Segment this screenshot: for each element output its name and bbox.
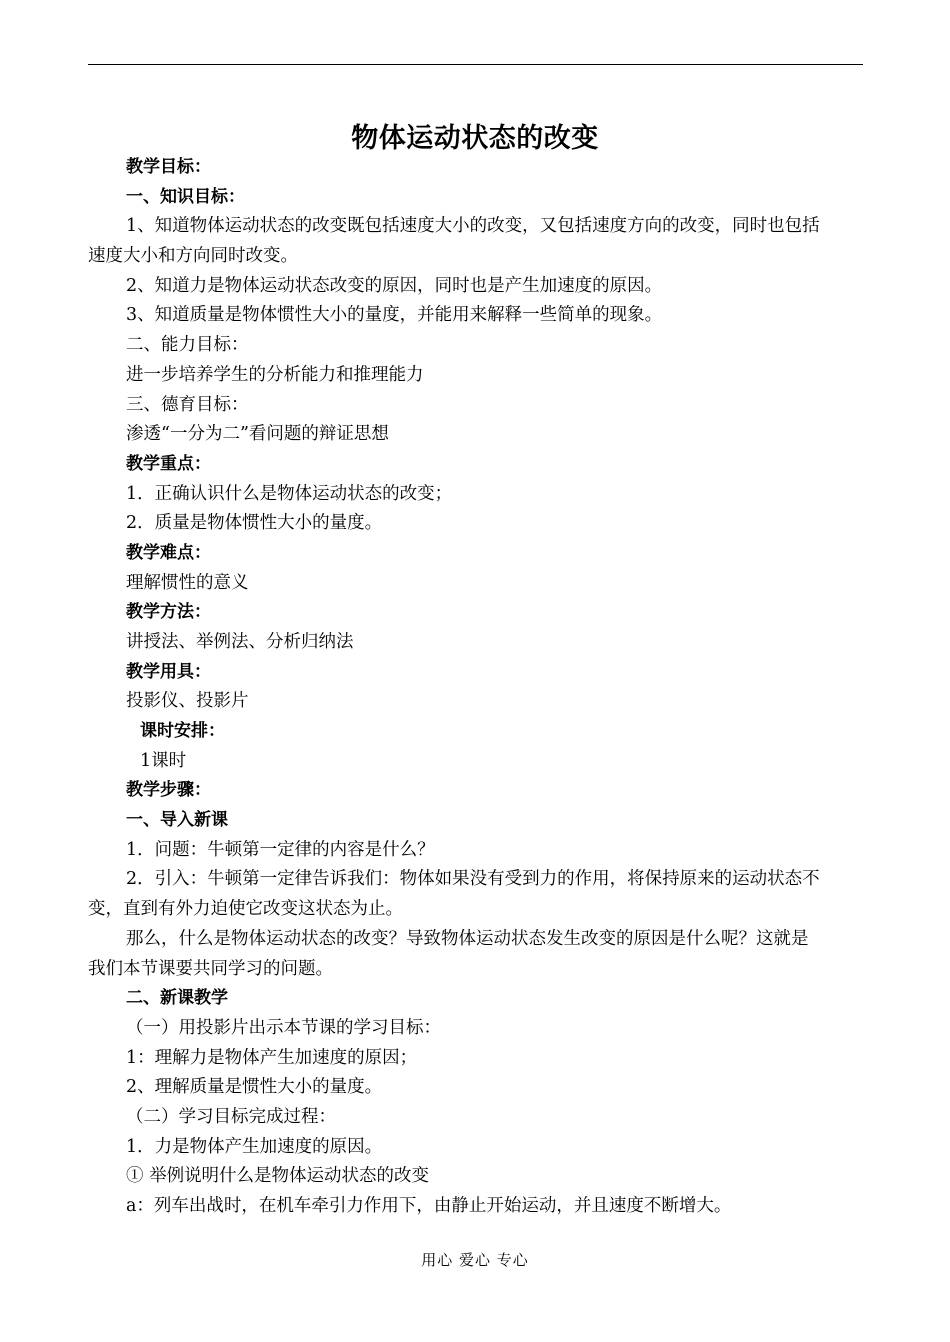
- section-heading: 教学重点：: [126, 454, 211, 474]
- body-line: a：列车出战时，在机车牵引力作用下，由静止开始运动，并且速度不断增大。: [126, 1196, 732, 1216]
- body-line: 2、理解质量是惯性大小的量度。: [126, 1077, 383, 1097]
- body-line: 渗透“一分为二”看问题的辩证思想: [126, 424, 389, 444]
- body-line: 2．质量是物体惯性大小的量度。: [126, 513, 383, 533]
- section-heading: 一、导入新课: [126, 810, 228, 830]
- body-line: 理解惯性的意义: [126, 573, 249, 593]
- body-line: 1．问题：牛顿第一定律的内容是什么？: [126, 840, 435, 860]
- body-line: 投影仪、投影片: [126, 691, 249, 711]
- body-line: 变，直到有外力迫使它改变这状态为止。: [88, 899, 403, 919]
- body-line: 我们本节课要共同学习的问题。: [88, 959, 333, 979]
- section-heading: 教学目标：: [126, 157, 211, 177]
- body-line: 1．正确认识什么是物体运动状态的改变；: [126, 484, 453, 504]
- body-line: 那么，什么是物体运动状态的改变？导致物体运动状态发生改变的原因是什么呢？这就是: [126, 929, 809, 949]
- body-line: 1．力是物体产生加速度的原因。: [126, 1137, 383, 1157]
- body-line: 1课时: [140, 751, 187, 771]
- body-line: 2、知道力是物体运动状态改变的原因，同时也是产生加速度的原因。: [126, 276, 663, 296]
- section-heading: 课时安排：: [140, 721, 225, 741]
- body-line: 讲授法、举例法、分析归纳法: [126, 632, 354, 652]
- body-line: 三、德育目标：: [126, 395, 249, 415]
- section-heading: 教学方法：: [126, 602, 211, 622]
- section-heading: 教学步骤：: [126, 780, 211, 800]
- body-line: （一）用投影片出示本节课的学习目标：: [126, 1018, 441, 1038]
- body-line: 1：理解力是物体产生加速度的原因；: [126, 1048, 418, 1068]
- body-line: 3、知道质量是物体惯性大小的量度，并能用来解释一些简单的现象。: [126, 305, 663, 325]
- body-line: （二）学习目标完成过程：: [126, 1107, 336, 1127]
- body-line: 速度大小和方向同时改变。: [88, 246, 298, 266]
- body-line: 二、能力目标：: [126, 335, 249, 355]
- body-line: 2．引入：牛顿第一定律告诉我们：物体如果没有受到力的作用，将保持原来的运动状态不: [126, 869, 820, 889]
- section-heading: 二、新课教学: [126, 988, 228, 1008]
- page-footer: 用心 爱心 专心: [421, 1251, 529, 1269]
- body-line: ① 举例说明什么是物体运动状态的改变: [126, 1166, 430, 1186]
- body-line: 1、知道物体运动状态的改变既包括速度大小的改变，又包括速度方向的改变，同时也包括: [126, 216, 820, 236]
- body-line: 进一步培养学生的分析能力和推理能力: [126, 365, 424, 385]
- header-rule: [88, 64, 863, 65]
- section-heading: 教学难点：: [126, 543, 211, 563]
- section-heading: 一、知识目标：: [126, 187, 245, 207]
- section-heading: 教学用具：: [126, 662, 211, 682]
- document-title: 物体运动状态的改变: [351, 123, 599, 154]
